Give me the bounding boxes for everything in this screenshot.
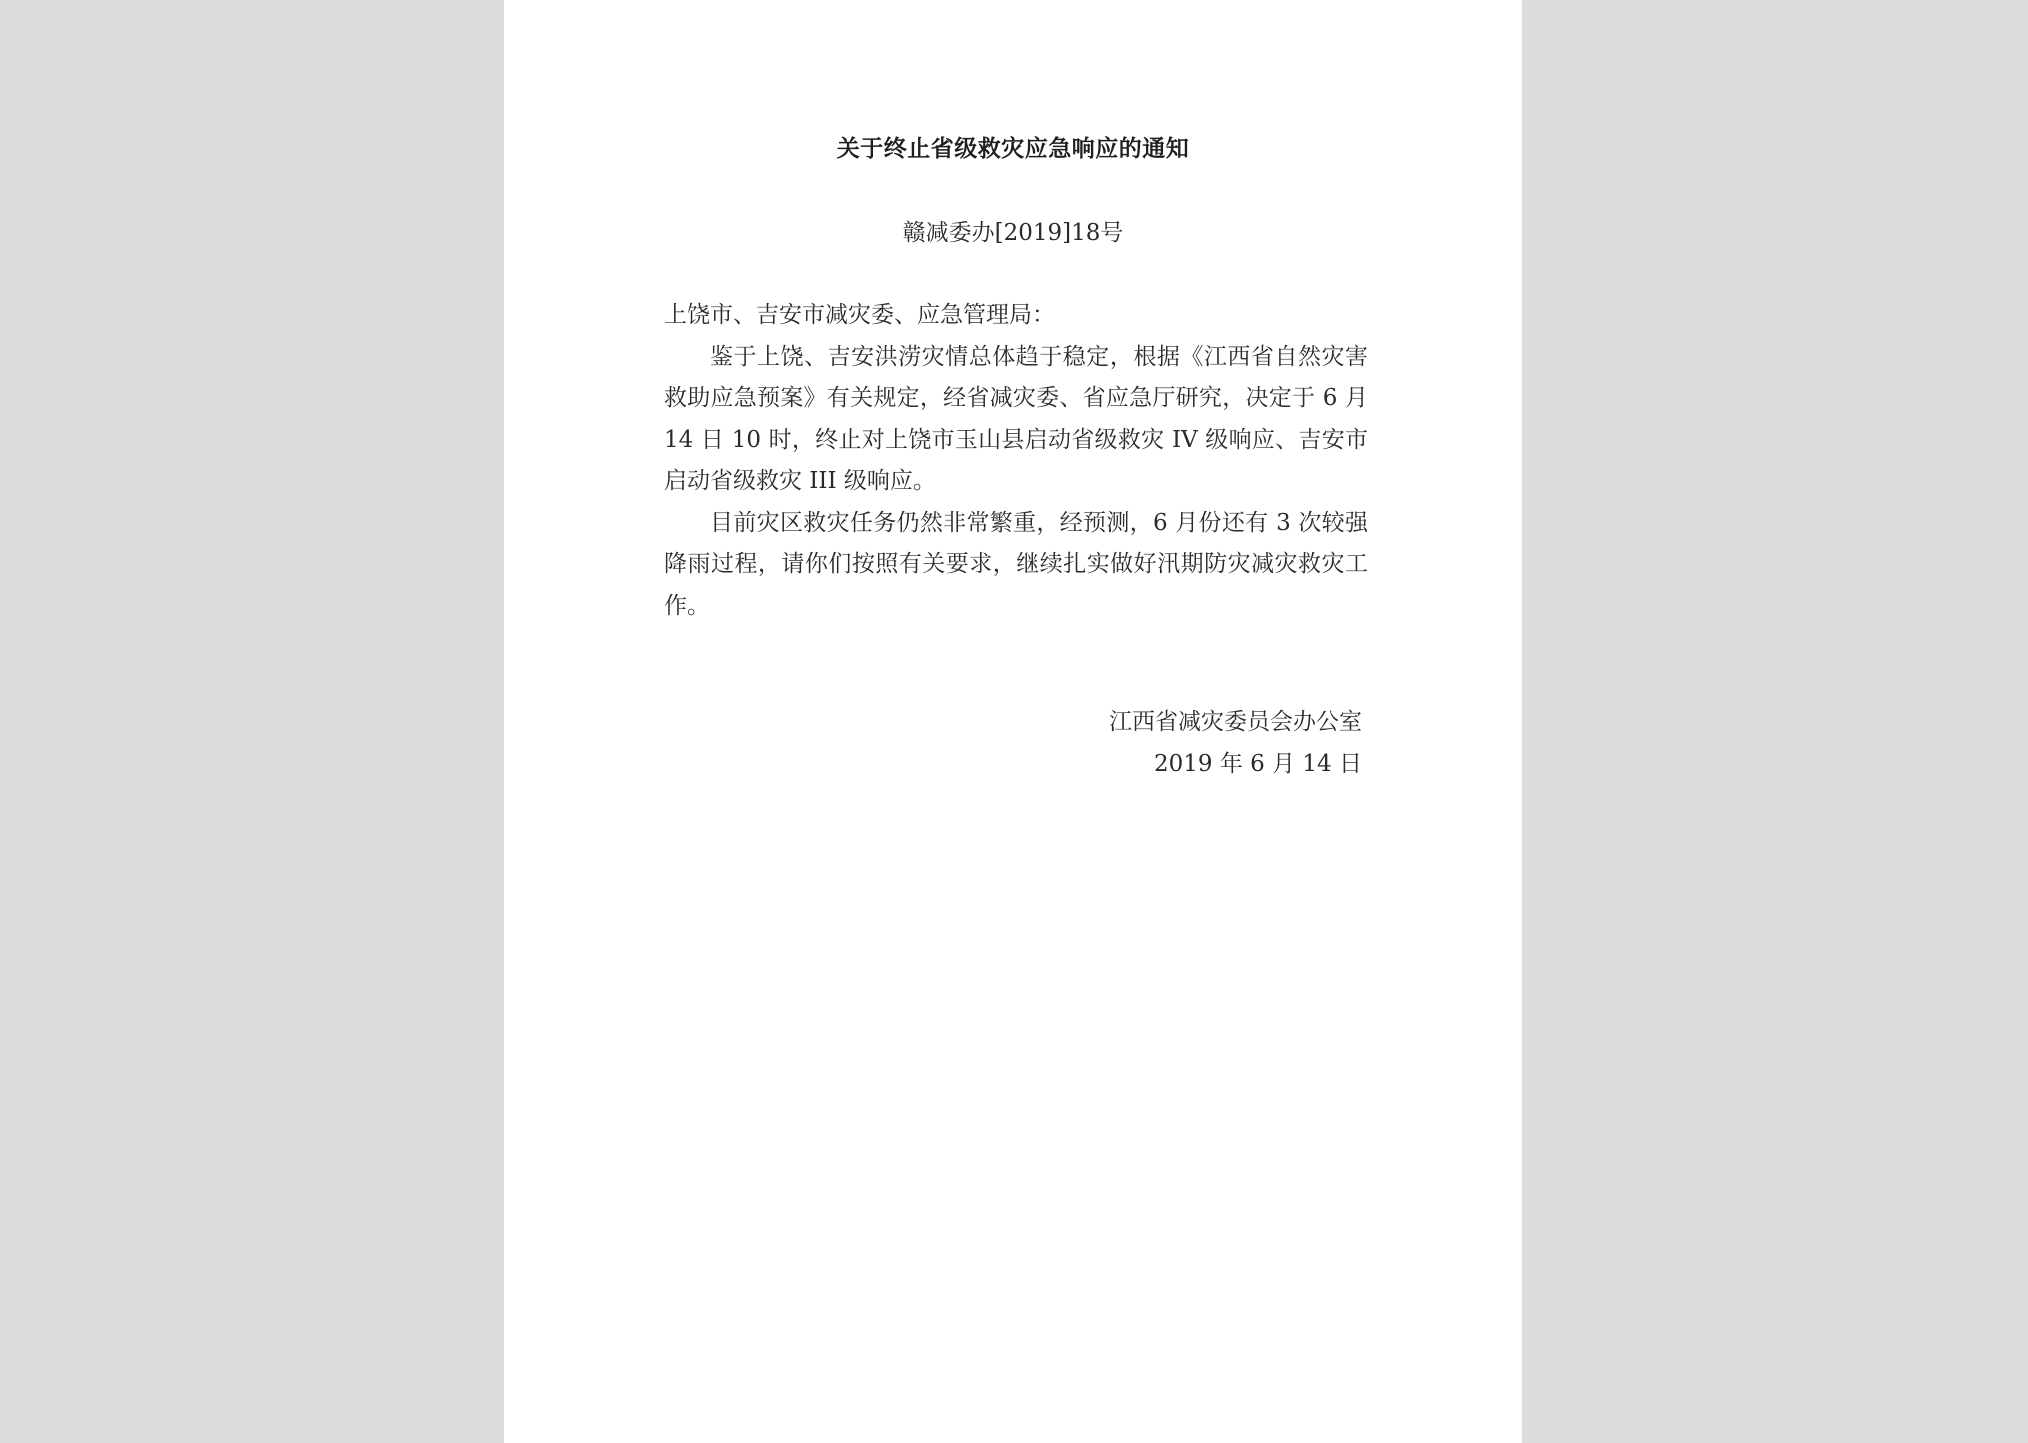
document-title: 关于终止省级救灾应急响应的通知: [836, 136, 1190, 162]
body-paragraph: 鉴于上饶、吉安洪涝灾情总体趋于稳定，根据《江西省自然灾害救助应急预案》有关规定，经省减灾委、省应急厅研究，决定于 6 月 14 日 10 时，终止对上饶市玉山县启动省级救灾 IV 级响应、吉安市启动省级救灾 III 级响应。: [664, 343, 1368, 494]
issue-date: 2019 年 6 月 14 日: [1154, 750, 1362, 777]
document-body: [664, 295, 1368, 627]
signature-block: [504, 702, 1362, 785]
addressee: 上饶市、吉安市减灾委、应急管理局：: [664, 302, 1055, 328]
document-page: [504, 0, 1522, 1443]
issuer-name: 江西省减灾委员会办公室: [1109, 709, 1362, 735]
body-paragraph: 目前灾区救灾任务仍然非常繁重，经预测，6 月份还有 3 次较强降雨过程，请你们按照有关要求，继续扎实做好汛期防灾减灾救灾工作。: [664, 509, 1368, 619]
document-number: 赣减委办[2019]18号: [902, 220, 1124, 246]
